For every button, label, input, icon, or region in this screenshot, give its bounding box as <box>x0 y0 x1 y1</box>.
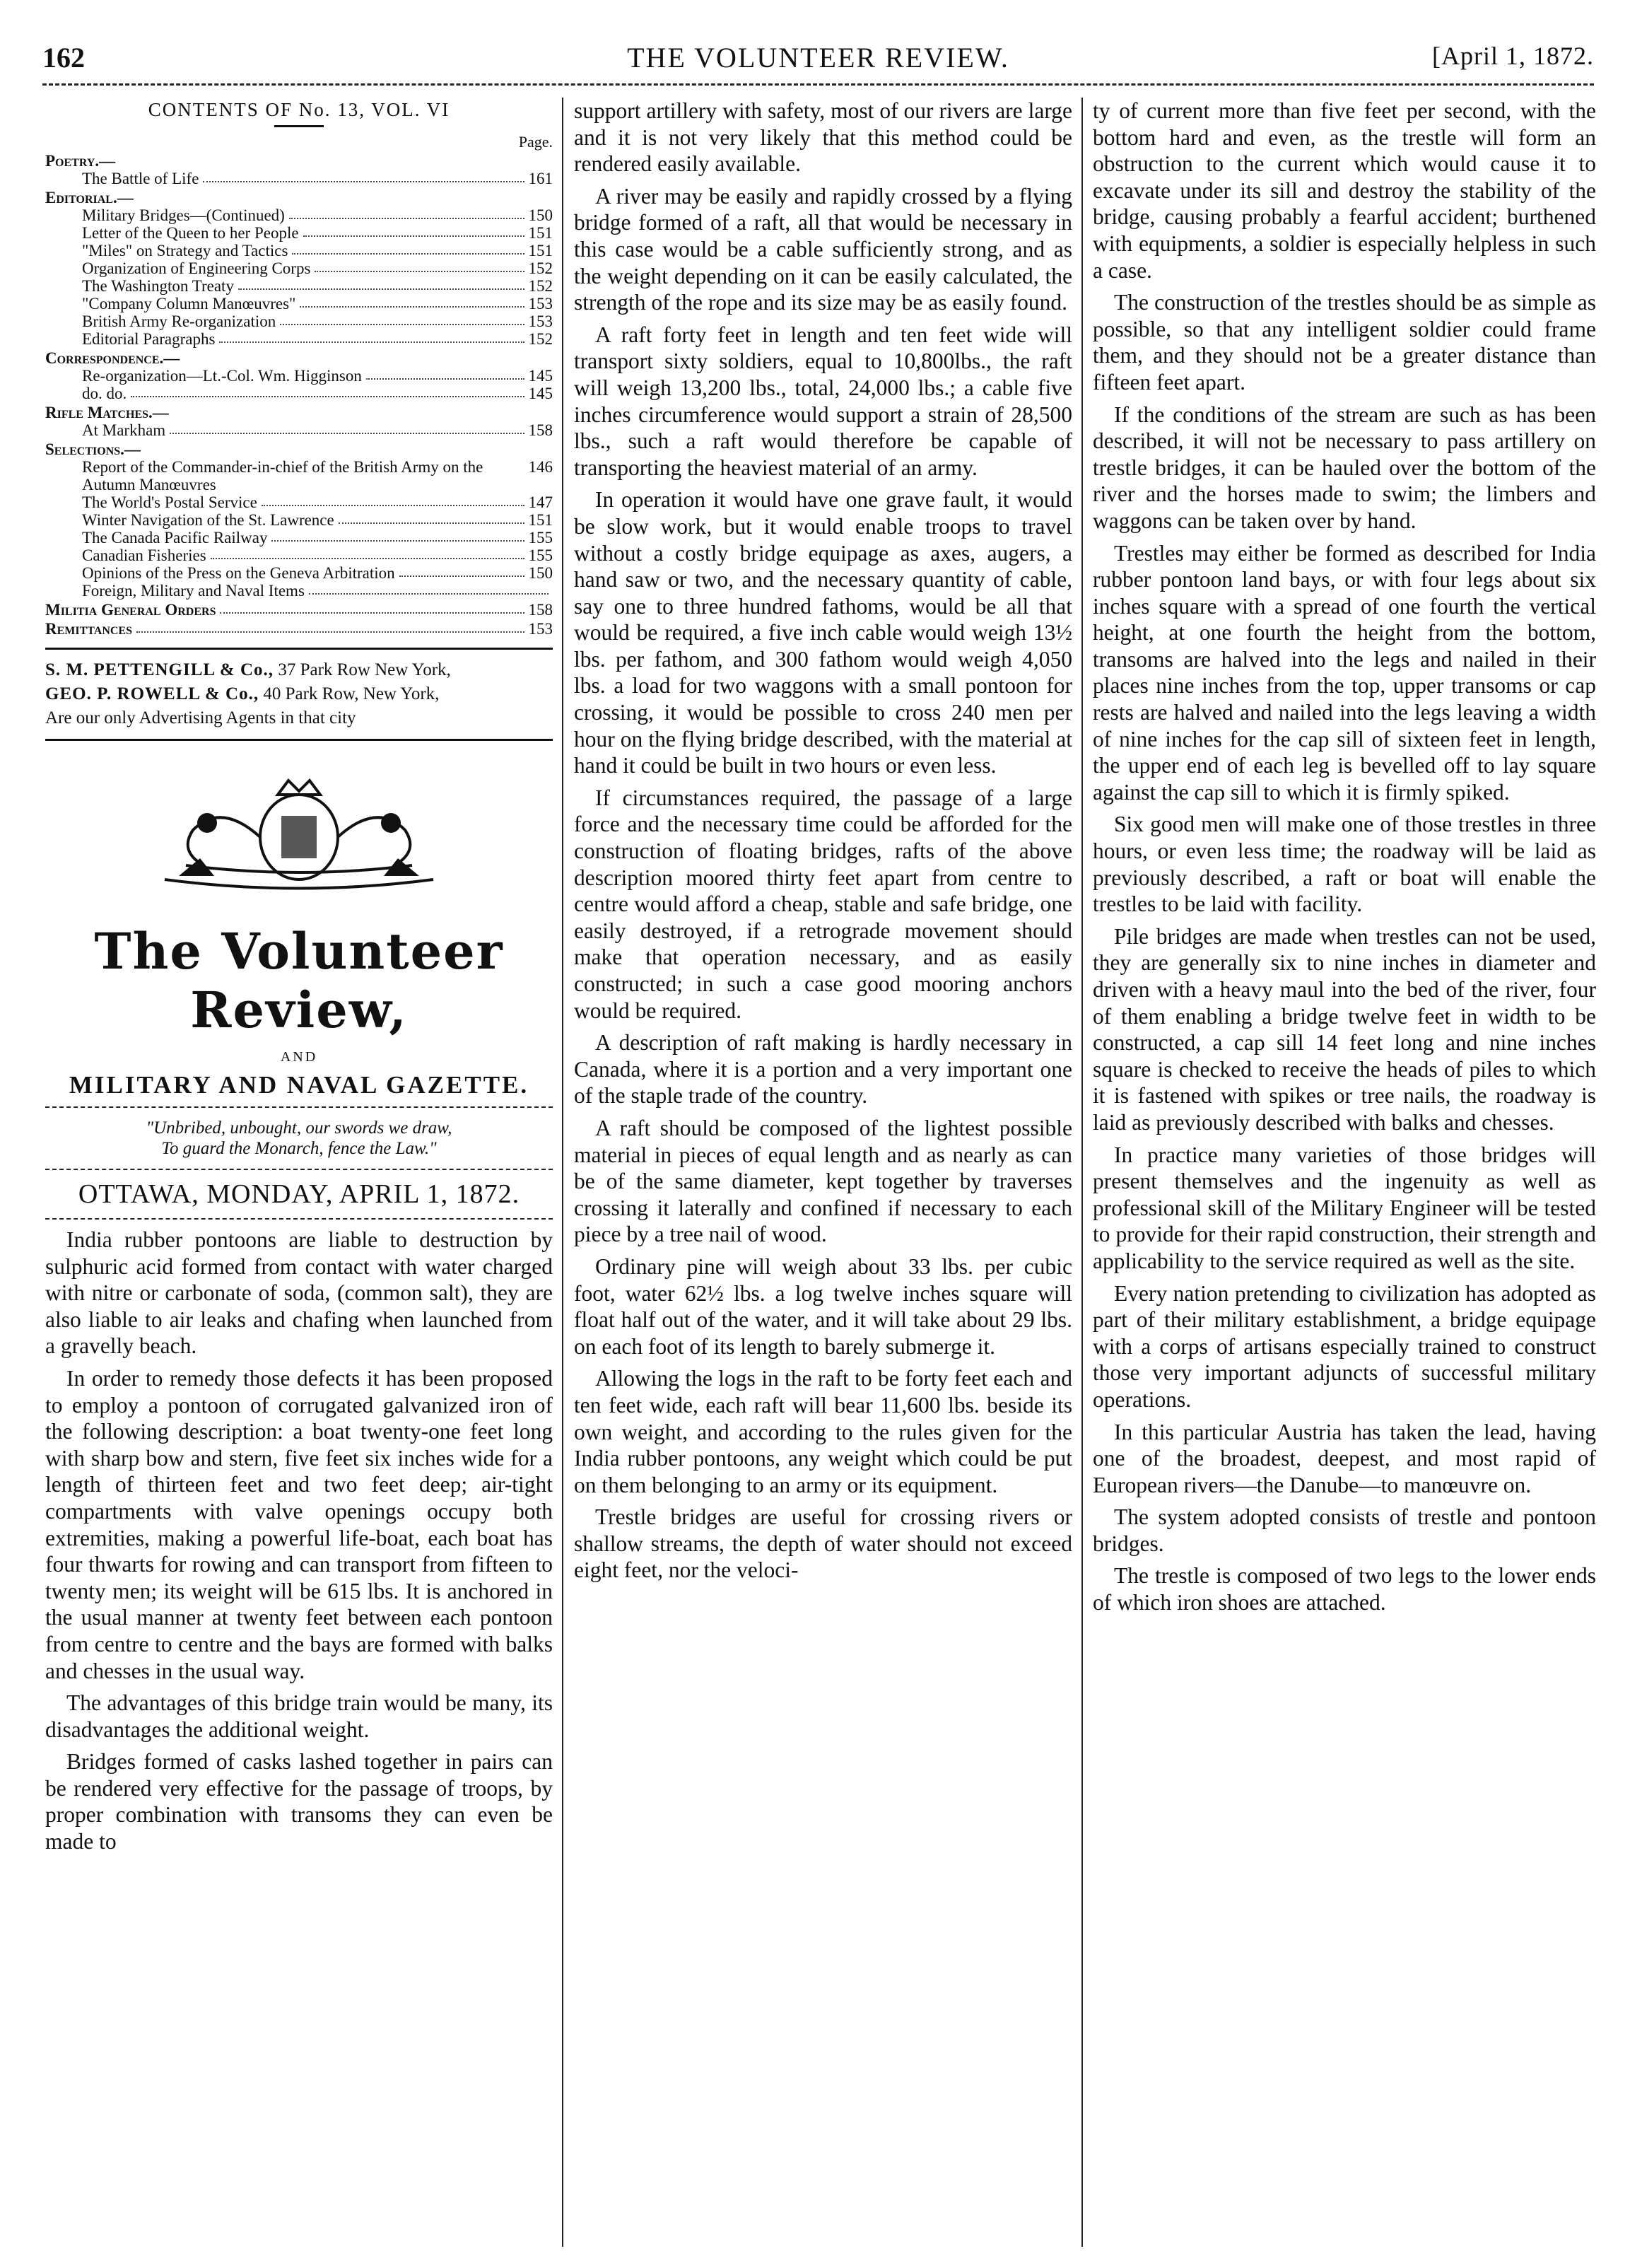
toc-section: Correspondence.— <box>45 349 180 367</box>
masthead-and: AND <box>280 1049 318 1065</box>
article-paragraph: Pile bridges are made when trestles can not be used, they are generally six to nine inches in diameter and driven with a heavy maul into the bed of the river, four of them enabling a bridge twelve feet in width to be constructed, a cap sill 14 feet long and nine inches square is checked to receive the heads of piles to which it is fastened with spikes or tree nails, the roadway is laid as previously described with balks and chesses. <box>1093 923 1596 1135</box>
toc-entry-label: "Miles" on Strategy and Tactics <box>82 242 288 259</box>
toc-dots <box>211 546 524 559</box>
article-paragraph: In this particular Austria has taken the lead, having one of the broadest, deepest, and most rapid of European rivers—the Danube—to manœuvre on. <box>1093 1419 1596 1497</box>
toc-page: 146 <box>528 458 553 476</box>
article-paragraph: The trestle is composed of two legs to the lower ends of which iron shoes are attached. <box>1093 1563 1596 1615</box>
agent-name: GEO. P. ROWELL & Co., <box>45 684 259 703</box>
toc-page: 152 <box>528 277 553 295</box>
article-column-3 <box>1093 98 1596 2247</box>
toc-page: 151 <box>528 242 553 259</box>
toc-entry <box>45 511 553 529</box>
toc-section <box>45 620 553 638</box>
article-paragraph: India rubber pontoons are liable to destruction by sulphuric acid formed from contact with water charged with nitre or carbonate of soda, (common salt), they are also liable to air leaks and chafing when launched from a gravelly beach. <box>45 1227 553 1359</box>
toc-dots <box>136 620 524 633</box>
article-paragraph: Every nation pretending to civilization has adopted as part of their military establishment, a bridge equipage with a corps of artisans especially trained to construct those very important adjuncts of successful military operations. <box>1093 1280 1596 1412</box>
toc-page: 152 <box>528 330 553 348</box>
toc-entry-label: Re-organization—Lt.-Col. Wm. Higginson <box>82 367 362 385</box>
divider <box>45 739 553 741</box>
toc-entry <box>45 582 553 600</box>
toc-entry <box>45 259 553 277</box>
article-paragraph: A description of raft making is hardly necessary in Canada, where it is a portion and a very important one of the staple trade of the country. <box>574 1030 1072 1109</box>
toc-dots <box>280 312 524 325</box>
article-paragraph: In order to remedy those defects it has been proposed to employ a pontoon of corrugated galvanized iron of the following description: a boat twenty-one feet long with sharp bow and stern, five feet six inches wide for a length of thirteen feet and two feet deep; air-tight compartments with valve openings occupy both extremities, making a powerful life-boat, each boat has four thwarts for rowing and can transport from fifteen to twenty men; its weight will be 615 lbs. It is anchored in the usual manner at twenty feet between each pontoon from centre to centre and the bays are formed with balks and chesses in the usual way. <box>45 1365 553 1683</box>
article-column-2 <box>574 98 1072 2247</box>
toc-entry-label: Canadian Fisheries <box>82 546 206 564</box>
masthead-subtitle: MILITARY AND NAVAL GAZETTE. <box>69 1071 529 1099</box>
toc-section <box>45 601 553 619</box>
toc-entry-label: At Markham <box>82 421 166 439</box>
toc-entry-label: Report of the Commander-in-chief of the British Army on the Autumn Manœuvres <box>82 458 483 493</box>
article-paragraph: Allowing the logs in the raft to be forty feet each and ten feet wide, each raft will bear 11,600 lbs. beside its own weight, and according to the rules given for the India rubber pontoons, any weight which could be put on them belonging to an army or its equipment. <box>574 1366 1072 1497</box>
toc-dots <box>238 277 524 290</box>
toc-page: 151 <box>528 224 553 242</box>
table-of-contents <box>45 133 553 638</box>
toc-entry-label: Letter of the Queen to her People <box>82 224 299 242</box>
agent-note: Are our only Advertising Agents in that city <box>45 708 356 727</box>
agent-address: 40 Park Row, New York, <box>259 684 440 703</box>
article-paragraph: Trestles may either be formed as described for India rubber pontoon land bays, or with four legs about six inches square with a spread of one fourth the vertical height, at one fourth the height from the bottom, transoms are halved into the legs and nailed in their places nine inches from the top, upper transoms or cap rests are halved and nailed into the legs leaving a width of nine inches for the cap sill of sixteen feet in length, the upper end of each leg is bevelled off to lay square against the cap sill to which it is firmly spiked. <box>1093 540 1596 805</box>
divider <box>45 1106 553 1108</box>
toc-entry <box>45 312 553 330</box>
toc-entry-label: "Company Column Manœuvres" <box>82 295 296 312</box>
toc-page: 155 <box>528 529 553 546</box>
toc-entry <box>45 564 553 582</box>
toc-page: 158 <box>528 601 553 619</box>
toc-dots <box>309 582 549 595</box>
divider <box>45 1218 553 1220</box>
motto <box>45 1118 553 1159</box>
toc-page: 155 <box>528 546 553 564</box>
toc-dots <box>220 601 524 614</box>
toc-entry-label: Opinions of the Press on the Geneva Arbitration <box>82 564 395 582</box>
toc-page: 152 <box>528 259 553 277</box>
toc-dots <box>339 511 524 524</box>
advertising-agents <box>45 660 553 729</box>
toc-section: Rifle Matches.— <box>45 404 169 421</box>
toc-entry-label: The Battle of Life <box>82 170 199 187</box>
royal-arms-emblem <box>136 773 462 894</box>
toc-entry <box>45 367 553 385</box>
toc-section-label: Remittances <box>45 620 133 638</box>
toc-page: 150 <box>528 206 553 224</box>
article-paragraph: A river may be easily and rapidly crossed by a flying bridge formed of a raft, all that would be necessary in this case would be a cable sufficiently strong, and as the weight depending on it can be easily calculated, the strength of the rope and its size may be as easily found. <box>574 183 1072 315</box>
header-rule <box>42 83 1594 86</box>
toc-entry <box>45 458 553 493</box>
toc-entry <box>45 385 553 402</box>
article-paragraph: The advantages of this bridge train would be many, its disadvantages the additional weight. <box>45 1690 553 1742</box>
article-paragraph: Ordinary pine will weigh about 33 lbs. per cubic foot, water 62½ lbs. a log twelve inches square will float half out of the water, and it will take about 29 lbs. on each foot of its length to barely submerge it. <box>574 1253 1072 1359</box>
toc-entry-label: Editorial Paragraphs <box>82 330 216 348</box>
toc-dots <box>300 295 524 308</box>
toc-entry <box>45 493 553 511</box>
toc-page: 153 <box>528 295 553 312</box>
toc-entry-label: Military Bridges—(Continued) <box>82 206 285 224</box>
article-paragraph: The construction of the trestles should be as simple as possible, so that any intelligent soldier could frame them, and they should not be a greater distance than fifteen feet apart. <box>1093 290 1596 394</box>
toc-dots <box>399 564 524 577</box>
page-header <box>42 41 1594 78</box>
article-paragraph: support artillery with safety, most of our rivers are large and it is not very likely that this method could be rendered easily available. <box>574 98 1072 177</box>
toc-entry <box>45 421 553 439</box>
article-paragraph: In operation it would have one grave fault, it would be slow work, but it would enable troops to travel without a costly bridge equipage as axes, augers, a hand saw or two, and the necessary quantity of cable, say one to three hundred fathoms, would be all that would be required, a five inch cable would weigh 13½ lbs. per fathom, and 300 fathom would weigh 4,050 lbs. a load for two waggons with a small pontoon for crossing, it would be possible to cross 240 men per hour on the flying bridge described, with the material at hand it could be built in two hours or even less. <box>574 487 1072 778</box>
toc-entry <box>45 224 553 242</box>
toc-entry <box>45 529 553 546</box>
agent-line <box>45 660 553 681</box>
agent-address: 37 Park Row New York, <box>274 660 451 679</box>
toc-dots <box>203 170 524 182</box>
toc-entry <box>45 277 553 295</box>
toc-entry-label: Winter Navigation of the St. Lawrence <box>82 511 334 529</box>
toc-entry <box>45 242 553 259</box>
toc-dots <box>289 206 524 219</box>
toc-entry <box>45 295 553 312</box>
motto-line: To guard the Monarch, fence the Law." <box>161 1139 437 1158</box>
column-1 <box>45 98 553 2247</box>
toc-entry <box>45 170 553 187</box>
toc-dots <box>219 330 524 343</box>
article-paragraph: The system adopted consists of trestle and pontoon bridges. <box>1093 1504 1596 1556</box>
toc-page: 153 <box>528 312 553 330</box>
article-column-1 <box>45 1227 553 1855</box>
article-paragraph: If the conditions of the stream are such as has been described, it will not be necessary to pass artillery on trestle bridges, it can be hauled over the bottom of the river and the horses made to swim; the limbers and waggons can be taken over by hand. <box>1093 402 1596 533</box>
masthead-title: The Volunteer Review, <box>94 922 504 1039</box>
article-paragraph: Trestle bridges are useful for crossing rivers or shallow streams, the depth of water should not exceed eight feet, nor the veloci- <box>574 1504 1072 1583</box>
toc-dots <box>271 529 524 542</box>
toc-page: 147 <box>528 493 553 511</box>
article-paragraph: In practice many varieties of those bridges will present themselves and the ingenuity as well as professional skill of the Military Engineer will be tested to provide for their rapid construction, their strength and applicability to the service required as well as the site. <box>1093 1142 1596 1273</box>
toc-entry-label: Organization of Engineering Corps <box>82 259 311 277</box>
divider <box>45 648 553 650</box>
article-paragraph: If circumstances required, the passage of a large force and the necessary time could be afforded for the construction of floating bridges, rafts of the above description moored thirty feet apart from centre to centre would afford a cheap, stable and safe bridge, one easily destroyed, if a retrograde movement should make that operation necessary, and as easily constructed; in such a case good mooring anchors would be required. <box>574 785 1072 1023</box>
toc-page: 151 <box>528 511 553 529</box>
toc-page: 150 <box>528 564 553 582</box>
toc-page: 153 <box>528 620 553 638</box>
toc-entry-label: do. do. <box>82 385 127 402</box>
agent-name: S. M. PETTENGILL & Co., <box>45 660 274 679</box>
toc-entry <box>45 206 553 224</box>
toc-page: 158 <box>528 421 553 439</box>
toc-section: Selections.— <box>45 440 141 458</box>
divider <box>274 125 324 127</box>
contents-title: CONTENTS OF No. 13, VOL. VI <box>148 99 450 120</box>
toc-entry-label: The Canada Pacific Railway <box>82 529 268 546</box>
page-number: 162 <box>42 42 85 74</box>
agent-line <box>45 684 553 705</box>
toc-section: Poetry.— <box>45 152 116 170</box>
column-rule <box>1081 98 1083 2247</box>
divider <box>45 1169 553 1170</box>
toc-dots <box>262 493 524 506</box>
toc-dots <box>315 259 524 272</box>
article-paragraph: A raft should be composed of the lightest possible material in pieces of equal length and as nearly as can be of the same diameter, kept together by traverses crossing it laterally and confined if necessary to each piece by a tree nail of wood. <box>574 1115 1072 1247</box>
running-date: [April 1, 1872. <box>1432 42 1594 70</box>
toc-page: 145 <box>528 367 553 385</box>
toc-entry-label: The Washington Treaty <box>82 277 234 295</box>
toc-dots <box>292 242 524 255</box>
article-paragraph: Bridges formed of casks lashed together in pairs can be rendered very effective for the passage of troops, by proper combination with transoms they can even be made to <box>45 1749 553 1854</box>
toc-list <box>45 152 553 638</box>
toc-section: Editorial.— <box>45 189 134 206</box>
toc-dots <box>170 421 524 434</box>
toc-dots <box>366 367 524 380</box>
article-paragraph: Six good men will make one of those trestles in three hours, or even less time; the roadway will be laid as previously described, a raft or boat will enable the trestles to be laid with facility. <box>1093 812 1596 917</box>
toc-entry-label: The World's Postal Service <box>82 493 257 511</box>
column-rule <box>562 98 563 2247</box>
toc-dots <box>303 224 524 237</box>
toc-page-label: Page. <box>518 133 553 151</box>
toc-entry <box>45 546 553 564</box>
toc-entry-label: British Army Re-organization <box>82 312 276 330</box>
running-title: THE VOLUNTEER REVIEW. <box>627 42 1009 74</box>
toc-dots <box>131 385 524 397</box>
article-paragraph: A raft forty feet in length and ten feet wide will transport sixty soldiers, equal to 10,800lbs., the raft will weigh 13,200 lbs., total, 24,000 lbs.; a cable five inches circumference would support a strain of 28,500 lbs., such a raft would therefore be capable of transporting the heaviest material of an army. <box>574 322 1072 480</box>
toc-section-label: Militia General Orders <box>45 601 216 619</box>
dateline: OTTAWA, MONDAY, APRIL 1, 1872. <box>78 1179 520 1209</box>
motto-line: "Unbribed, unbought, our swords we draw, <box>146 1118 452 1138</box>
toc-page: 161 <box>528 170 553 187</box>
toc-page: 145 <box>528 385 553 402</box>
toc-entry-label: Foreign, Military and Naval Items <box>82 582 305 600</box>
article-paragraph: ty of current more than five feet per second, with the bottom hard and even, as the trestle will form an obstruction to the current which would cause it to excavate under its sill and destroy the stability of the bridge, causing probably a fearful accident; burthened with equipments, a soldier is especially helpless in such a case. <box>1093 98 1596 283</box>
toc-entry <box>45 330 553 348</box>
